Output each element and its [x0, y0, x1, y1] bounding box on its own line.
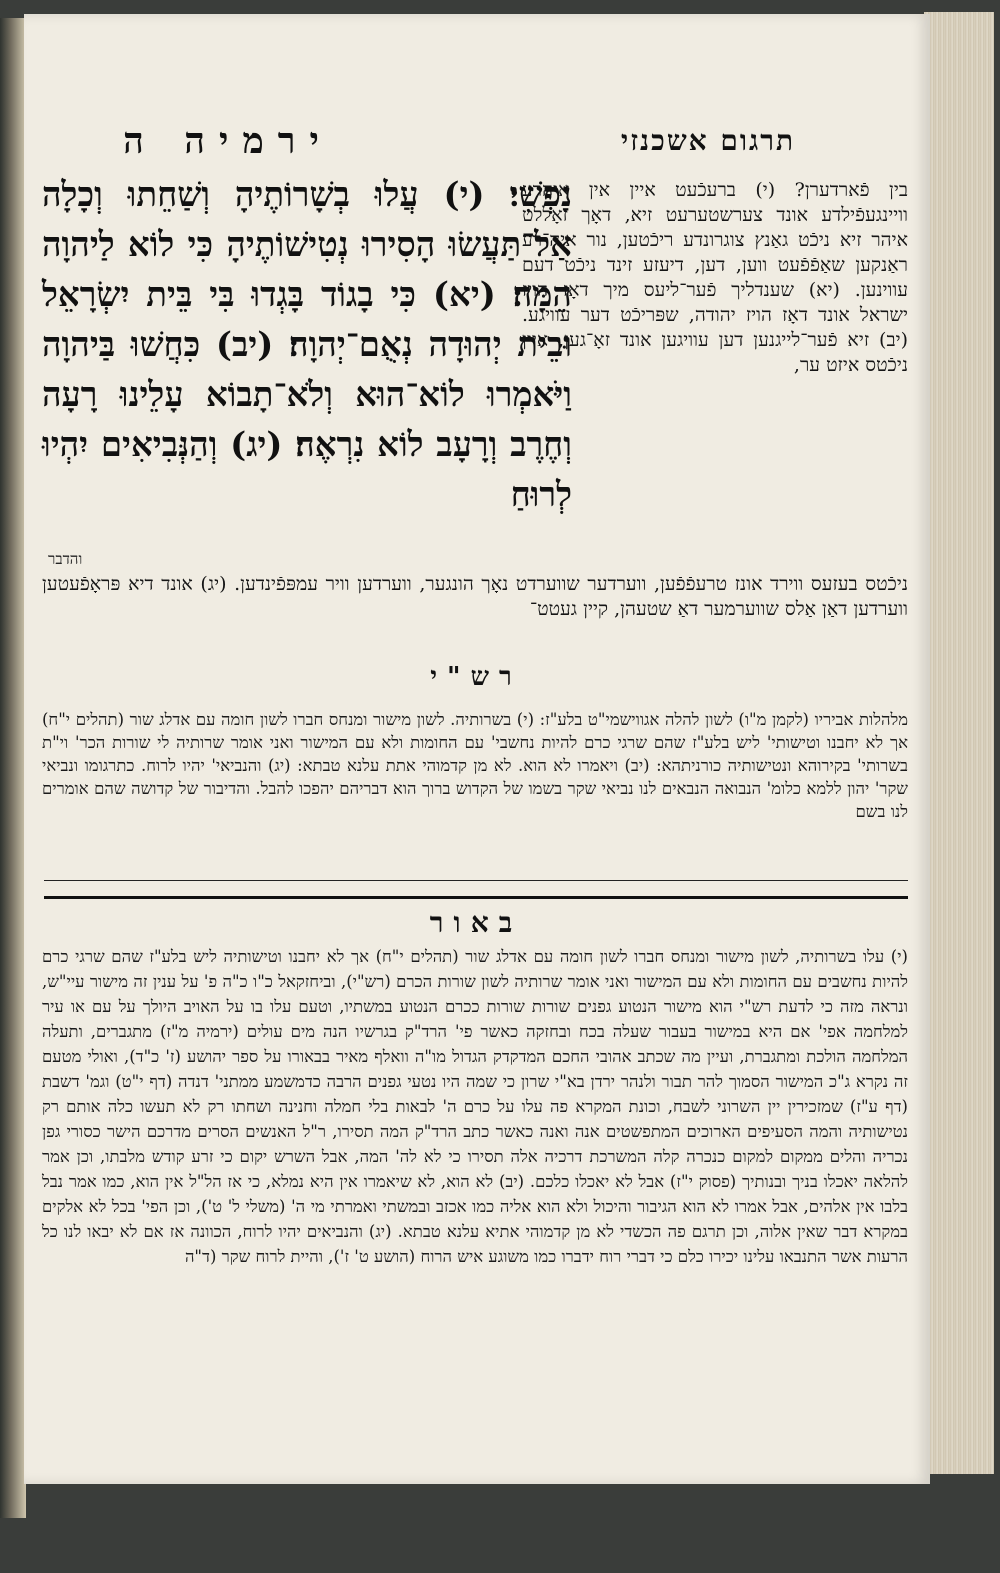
- targum-title: תרגום אשכנזי: [620, 124, 796, 157]
- book-gutter: [0, 18, 26, 1518]
- catchword: והדבר: [48, 550, 83, 568]
- divider-thick: [44, 896, 908, 899]
- targum-column: בין פֿארדערן? (י) ברעכֿעט איין אין איהרע וויינגעפֿילדע אונד צערשטערעט זיא, דאָך זאָללט איהר זיא ניכֿט גאַנץ צוגרונדע ריכֿטען, נור איה־רע ראַנקען שאַפֿפֿעט ווען, דען, דיעזע זינד ניכֿט דעם עווינען. (יא) שענדליך פֿער־ליעס מיך דאָז הויז ישראל אונד דאָז הויז יהודה, שפּריכֿט דער עוויגע. (יב) זיא פֿער־לייגנען דען עוויגען אונד זאָ־גען, איין ניכֿטס איזט ער,: [522, 179, 908, 376]
- bible-text-column: נַפְשִׁי׃ (י) עֲלוּ בְשָׁרוֹתֶיהָ וְשַׁחֵתוּ וְכָלָה אַל־תַּעֲשׂוּ הָסִירוּ נְטִישׁוֹתֶיהָ כִּי לוֹא לַיהוָה הֵמָּה׃ (יא) כִּי בָגוֹד בָּגְדוּ בִּי בֵּית יִשְׂרָאֵל וּבֵית יְהוּדָה נְאֻם־יְהוָה׃ (יב) כִּחֲשׁוּ בַּיהוָה וַיֹּאמְרוּ לוֹא־הוּא וְלֹא־תָבוֹא עָלֵינוּ רָעָה וְחֶרֶב וְרָעָב לוֹא נִרְאֶה׃ (יג) וְהַנְּבִיאִים יִהְיוּ לְרוּחַ: [42, 175, 572, 515]
- rashi-heading: רש"י: [430, 662, 522, 692]
- beur-commentary: (י) עלו בשרותיה, לשון מישור ומנחס חברו לשון חומה עם אדלג שור (תהלים י"ח) אך לא יחבנו וטישותיה ליש בלע"ז שהם שרגי כרם להיות נחשבים עם החומות ולא עם המישור ואני אומר שרותיה לשון שורות הכרם (רש"י), וביחזקאל כ"ו כ"ה פ' על ענין זה מישור עיי"ש, ונראה מזה כי לדעת רש"י הוא מישור הנטוע גפנים שורות שורות ככרם הנטוע במשתיו, וטעם עלו בו על האויב היולך על עם או עיר למלחמה אפי' אם היא במישור בעבור שעלה בכח ובחזקה כאשר פי' הרד"ק בגרשיו הנה מים עולים (ירמיה מ"ז) מתגברים, ותעלה המלחמה הולכת ומתגברת, ועיין מה שכתב אהובי החכם המדקדק הגדול מו"ה וואלף מאיר בבאורו על ספר יהושע (ז' כ"ד), ואולי מטעם זה נקרא ג"כ המישור הסמוך להר תבור ולנהר ירדן בא"י שרון כי שמה היו נטעי גפנים הרבה כדמשמע ממתני' דנדה (דף י"ט) וגמ' דשבת (דף ע"ז) שמזכירין יין השרוני לשבח, וכונת המקרא פה עלו על כרם ה' לבאות בלי חמלה וחנינה ושחתו רק לא תעשו כלה אותם רק נטישותיה והמה הסעיפים הארוכים המתפשטים אנה ואנה כאשר כתב הרד"ק המה תסירו, ר"ל האנשים הסרים מדרכם הישר כסורי גפן נכריה והלים ממקום למקום כנכרה קלה המשרכת דרכיה אלה תסירו כי לא לה' המה, אבל השרש יקום כי זרע קודש מלבתו, וכן אמר להלאה יאכלו בניך ובנותיך (פסוק י"ז) אבל לא יאכלו כלכם. (יב) לא הוא, לא שיאמרו אין היא נמלא, כי אז הל"ל אין הוא, כמו אמר נבל בלבו אין אלהים, אבל אמרו לא הוא הגיבור והיכול ולא הוא אליה כמו אכזב ובמשתי ואמרתי מי ה' (משלי ל' ט'), וכן הפי' בכל לא אלקים במקרא דבר שאין אלוה, וכן תרגם פה הכשדי לא מן קדמוהי אתיא עלנא טבתא. (יג) והנביאים יהיו לרוח, הכוונה אז אם לא יבאו לנו כל הרעות אשר התנבאו עלינו יכירו כלם כי דברי רוח ידברו כמו משוגע איש הרוח (הושע ט' ז'), והיית לרוח שקר (ד"ה: [42, 947, 908, 1266]
- book-title: ירמיה ה: [123, 120, 333, 162]
- book-page: [24, 14, 930, 1484]
- page-fore-edge: [924, 12, 994, 1474]
- targum-continuation: ניכֿטס בעזעס ווירד אונז טרעפֿפֿען, ווערדער שווערדט נאָך הונגער, ווערדען וויר עמפּפֿינדען. (יג) אונד דיא פּראָפֿעטען ווערדען דאַן אַלס שווערמער דאַ שטעהן, קיין געטט־: [42, 573, 908, 620]
- page-content: [38, 14, 914, 1484]
- divider-thin: [44, 880, 908, 881]
- beur-heading: באור: [429, 906, 523, 939]
- rashi-commentary: מלהלות אביריו (לקמן מ"ו) לשון להלה אגווישמי"ט בלע"ז: (י) בשרותיה. לשון מישור ומנחס חברו לשון חומה עם אדלג שור (תהלים י"ח) אך לא יחבנו וטישותי' ליש בלע"ז שהם שרגי כרם להיות נחשבי' עם החומות ולא עם המישור ואני אומר שרותיה לי שורות הכר' וי"ת בשרותי' בקירוהא ונטישותיה כורניתהא: (יב) ויאמרו לא הוא. לא מן קדמוהי אתת עלנא טבתא: (יג) והנביאי' יהיו לרוח. כתרגומו ונביאי שקר' יהון ללמא כלומ' הנבואה הנבאים לנו נביאי שקר בשמו של הקדוש ברוך הוא דבריהם יהפכו להבל. והדיבור של קדושה שהם אומרים לנו בשם: [42, 710, 908, 821]
